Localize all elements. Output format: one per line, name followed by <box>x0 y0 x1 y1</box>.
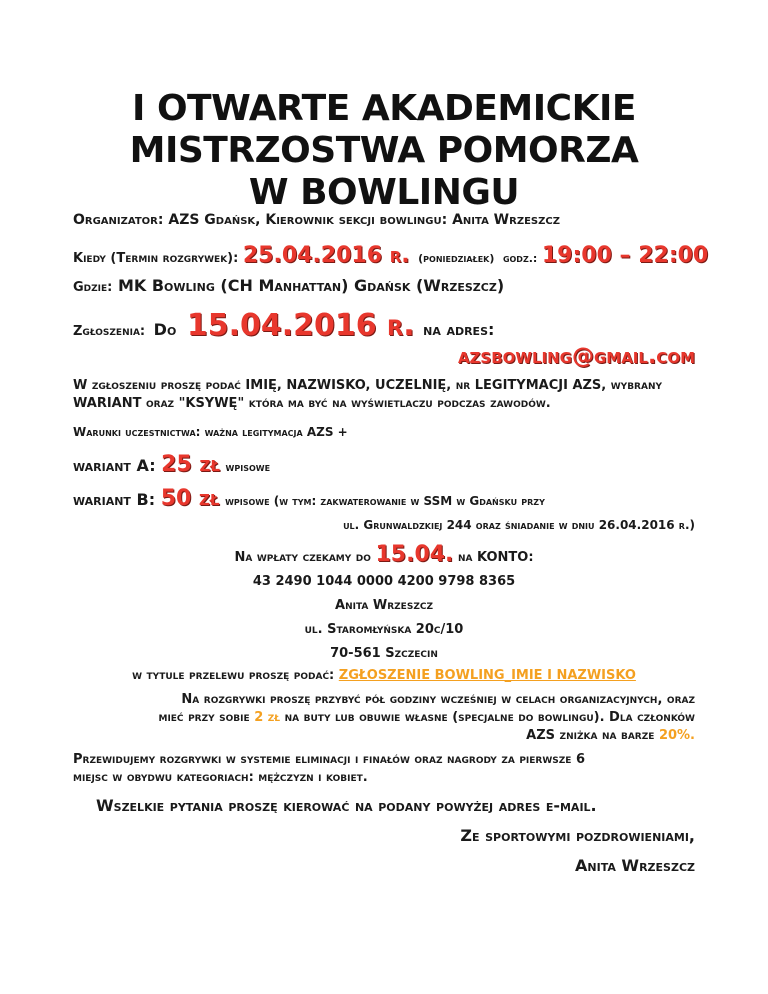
conditions: Warunki uczestnictwa: ważna legitymacja AZS + <box>73 425 348 439</box>
registration-line <box>73 308 494 343</box>
page-title <box>0 88 768 214</box>
arrival-line-2-a: mieć przy sobie <box>158 710 250 725</box>
arrival-line-3 <box>526 728 695 743</box>
arrival-line-2-b: na buty lub obuwie własne (specjalne do bowlingu). Dla członków <box>284 710 695 725</box>
payment-prefix: Na wpłaty czekamy do <box>234 550 371 565</box>
system-line-2: miejsc w obydwu kategoriach: mężczyzn i kobiet. <box>73 770 368 785</box>
variant-b-label: wariant B: <box>73 490 156 509</box>
system-line-1: Przewidujemy rozgrywki w systemie eliminacji i finałów oraz nagrody za pierwsze 6 <box>73 752 586 767</box>
transfer-title-prefix: w tytule przelewu proszę podać: <box>132 668 335 683</box>
questions-note: Wszelkie pytania proszę kierować na podany powyżej adres e-mail. <box>96 796 597 815</box>
arrival-line-2 <box>158 710 695 725</box>
variant-b-line <box>73 486 545 511</box>
payment-date: 15.04. <box>375 542 454 567</box>
where-value: MK Bowling (CH Manhattan) Gdańsk (Wrzeszcz) <box>117 276 505 295</box>
registration-label: Zgłoszenia: <box>73 324 146 339</box>
transfer-title-line <box>0 668 768 683</box>
organizer-line <box>73 212 560 228</box>
arrival-line-3-a: AZS zniżka na barze <box>526 728 655 743</box>
where-line <box>73 276 504 295</box>
hours-label: godz.: <box>502 252 538 265</box>
signature: Anita Wrzeszcz <box>575 856 695 875</box>
variant-a-label: wariant A: <box>73 456 156 475</box>
transfer-title-value: ZGŁOSZENIE BOWLING_IMIE I NAZWISKO <box>338 668 636 683</box>
account-street: ul. Staromłyńska 20c/10 <box>304 622 464 637</box>
registration-prefix: Do <box>153 320 177 339</box>
registration-email[interactable]: azsbowling@gmail.com <box>457 344 695 369</box>
account-number: 43 2490 1044 0000 4200 9798 8365 <box>252 574 516 589</box>
organizer-value: AZS Gdańsk, Kierownik sekcji bowlingu: Anita Wrzeszcz <box>168 212 560 228</box>
registration-suffix: na adres: <box>423 320 495 339</box>
variant-b-desc: wpisowe (w tym: zakwaterowanie w SSM w Gdańsku przy <box>225 494 545 508</box>
title-line-1: I OTWARTE AKADEMICKIE <box>132 88 636 129</box>
bar-discount: 20%. <box>658 728 695 743</box>
event-weekday: (poniedziałek) <box>418 252 495 265</box>
when-line <box>73 243 708 268</box>
payment-suffix: na KONTO: <box>457 550 534 565</box>
when-label: Kiedy (Termin rozgrywek): <box>73 251 239 266</box>
event-hours: 19:00 – 22:00 <box>541 243 709 268</box>
variant-b-desc-2: ul. Grunwaldzkiej 244 oraz śniadanie w dniu 26.04.2016 r.) <box>343 518 695 532</box>
title-line-2: MISTRZOSTWA POMORZA <box>129 130 639 171</box>
application-info-line-1: W zgłoszeniu proszę podać IMIĘ, NAZWISKO, UCZELNIĘ, nr LEGITYMACJI AZS, wybrany <box>73 378 663 393</box>
variant-a-line <box>73 452 270 477</box>
variant-b-price: 50 zł <box>160 486 220 511</box>
title-line-3: W BOWLINGU <box>248 172 520 213</box>
account-holder: Anita Wrzeszcz <box>335 598 433 613</box>
where-label: Gdzie: <box>73 280 113 295</box>
shoe-fee: 2 zł <box>254 710 281 725</box>
variant-a-desc: wpisowe <box>225 460 271 474</box>
registration-date: 15.04.2016 r. <box>186 308 415 343</box>
application-info-line-2: WARIANT oraz "KSYWĘ" która ma być na wyświetlaczu podczas zawodów. <box>73 396 551 411</box>
account-city: 70-561 Szczecin <box>330 646 438 661</box>
event-date: 25.04.2016 r. <box>242 243 410 268</box>
organizer-label: Organizator: <box>73 212 164 228</box>
arrival-line-1: Na rozgrywki proszę przybyć pół godziny wcześniej w celach organizacyjnych, oraz <box>181 692 695 707</box>
greeting: Ze sportowymi pozdrowieniami, <box>460 826 695 845</box>
payment-line <box>0 542 768 567</box>
variant-a-price: 25 zł <box>161 452 220 477</box>
